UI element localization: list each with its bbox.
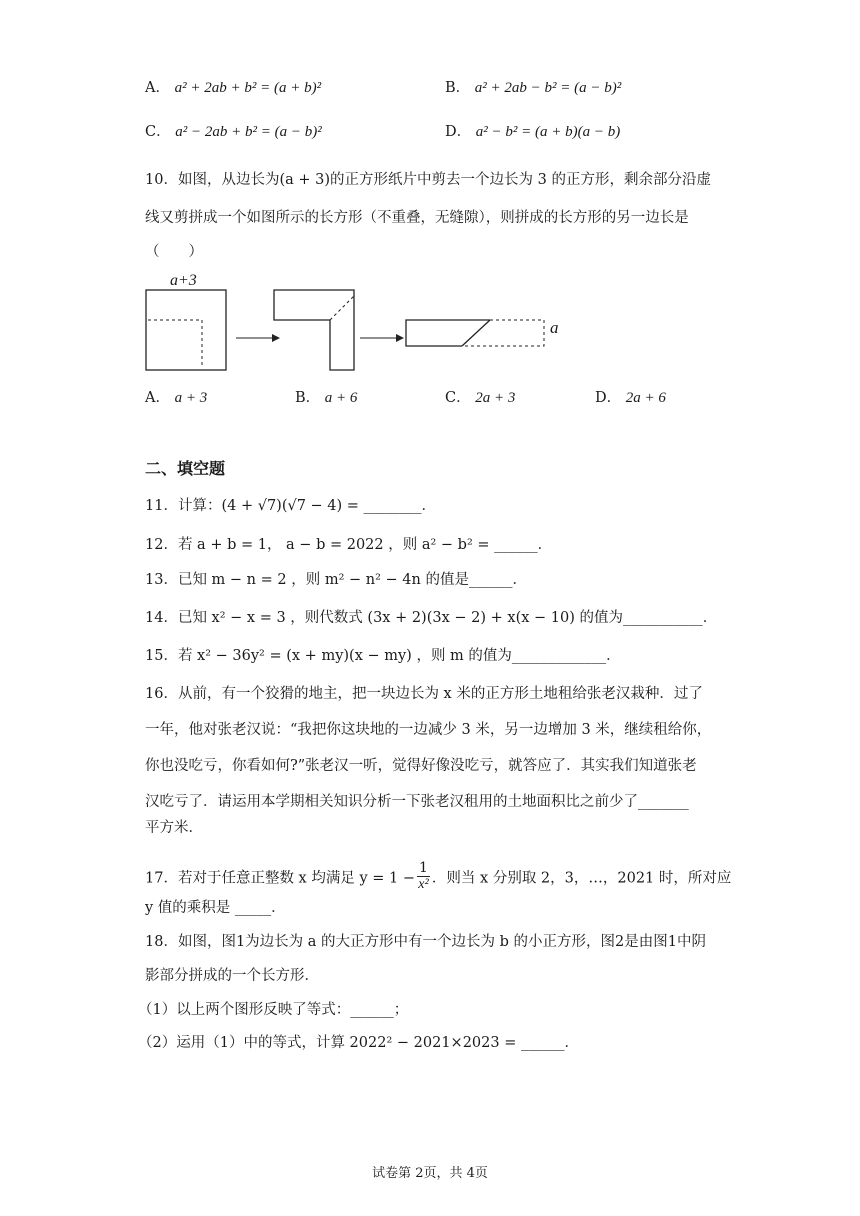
- option-expr: a² + 2ab + b² = (a + b)²: [174, 80, 322, 96]
- option-expr: a² + 2ab − b² = (a − b)²: [474, 80, 622, 96]
- option-expr: a + 3: [174, 390, 208, 406]
- option-label: A．: [145, 80, 170, 96]
- option-label: C．: [145, 124, 171, 140]
- option-label: B．: [445, 80, 471, 96]
- q18-line1: 18．如图，图1为边长为 a 的大正方形中有一个边长为 b 的小正方形，图2是由图1中阴: [145, 934, 706, 950]
- option-label: A．: [145, 390, 170, 406]
- q16-line2: 一年，他对张老汉说：“我把你这块地的一边减少 3 米，另一边增加 3 米，继续租给你，: [145, 722, 712, 738]
- q9-option-c: [145, 122, 322, 142]
- rect-dashed: [462, 320, 544, 346]
- q9-option-b: [445, 78, 621, 98]
- cut-dashed-line: [148, 320, 202, 368]
- page-footer: 试卷第 2页，共 4页: [372, 1166, 488, 1181]
- q10-option-d: [595, 388, 666, 408]
- rect-solid-diag: [462, 320, 490, 346]
- q10-option-a: [145, 388, 207, 408]
- option-label: D．: [595, 390, 622, 406]
- option-expr: a² − 2ab + b² = (a − b)²: [175, 124, 322, 140]
- option-expr: a² − b² = (a + b)(a − b): [475, 124, 621, 140]
- fraction-denominator: x²: [418, 877, 429, 892]
- q18-line2: 影部分拼成的一个长方形．: [145, 968, 319, 984]
- q11: 11．计算：(4 + √7)(√7 − 4) = ________．: [145, 498, 437, 514]
- q10-figure: [140, 288, 560, 372]
- fraction-numerator: 1: [419, 860, 428, 876]
- q16-line3: 你也没吃亏，你看如何?”张老汉一听，觉得好像没吃亏，就答应了．其实我们知道张老: [145, 758, 697, 774]
- q13: 13．已知 m − n = 2 ，则 m² − n² − 4n 的值是______．: [145, 572, 527, 588]
- option-label: C．: [445, 390, 471, 406]
- arrow-1-head: [272, 334, 280, 342]
- option-label: B．: [295, 390, 321, 406]
- q15: 15．若 x² − 36y² = (x + my)(x − my) ，则 m 的值为_____________．: [145, 648, 621, 664]
- l-shape-dashed-cut: [330, 296, 354, 320]
- figure-label-a-plus-3: a+3: [170, 272, 197, 289]
- q18-sub1: （1）以上两个图形反映了等式：______；: [138, 1002, 409, 1018]
- q17-line1: [145, 862, 731, 895]
- rect-solid: [406, 320, 490, 346]
- section-title: 二、填空题: [145, 459, 226, 478]
- arrow-2-head: [396, 334, 404, 342]
- q18-sub2: （2）运用（1）中的等式，计算 2022² − 2021×2023 = ______．: [138, 1035, 579, 1051]
- q17-text-b: ．则当 x 分别取 2，3，…，2021 时，所对应: [431, 870, 732, 887]
- l-shape: [274, 290, 354, 370]
- big-square: [146, 290, 226, 370]
- option-expr: 2a + 6: [625, 390, 666, 406]
- q17-text-a: 17．若对于任意正整数 x 均满足 y = 1 −: [145, 870, 415, 887]
- q10-line2: 线又剪拼成一个如图所示的长方形（不重叠，无缝隙），则拼成的长方形的另一边长是: [145, 210, 689, 226]
- option-expr: 2a + 3: [475, 390, 516, 406]
- q9-option-d: [445, 122, 620, 142]
- q16-line5: 平方米．: [145, 820, 203, 836]
- q10-option-c: [445, 388, 515, 408]
- q10-line3: （ ）: [145, 244, 203, 260]
- q17-fraction: [417, 860, 430, 893]
- q10-line1: 10．如图，从边长为(a + 3)的正方形纸片中剪去一个边长为 3 的正方形，剩余部分沿虚: [145, 172, 711, 188]
- q12: 12．若 a + b = 1， a − b = 2022 ，则 a² − b² = ______．: [145, 537, 553, 553]
- q9-option-a: [145, 78, 321, 98]
- option-expr: a + 6: [324, 390, 358, 406]
- q10-option-b: [295, 388, 357, 408]
- q16-line1: 16．从前，有一个狡猾的地主，把一块边长为 x 米的正方形土地租给张老汉栽种．过了: [145, 686, 703, 702]
- q16-line4: 汉吃亏了．请运用本学期相关知识分析一下张老汉租用的土地面积比之前少了_______: [145, 794, 689, 810]
- figure-label-a: a: [550, 318, 559, 337]
- option-label: D．: [445, 124, 472, 140]
- q17-line2: y 值的乘积是 _____．: [145, 900, 286, 916]
- q14: 14．已知 x² − x = 3 ，则代数式 (3x + 2)(3x − 2) + x(x − 10) 的值为___________．: [145, 610, 718, 626]
